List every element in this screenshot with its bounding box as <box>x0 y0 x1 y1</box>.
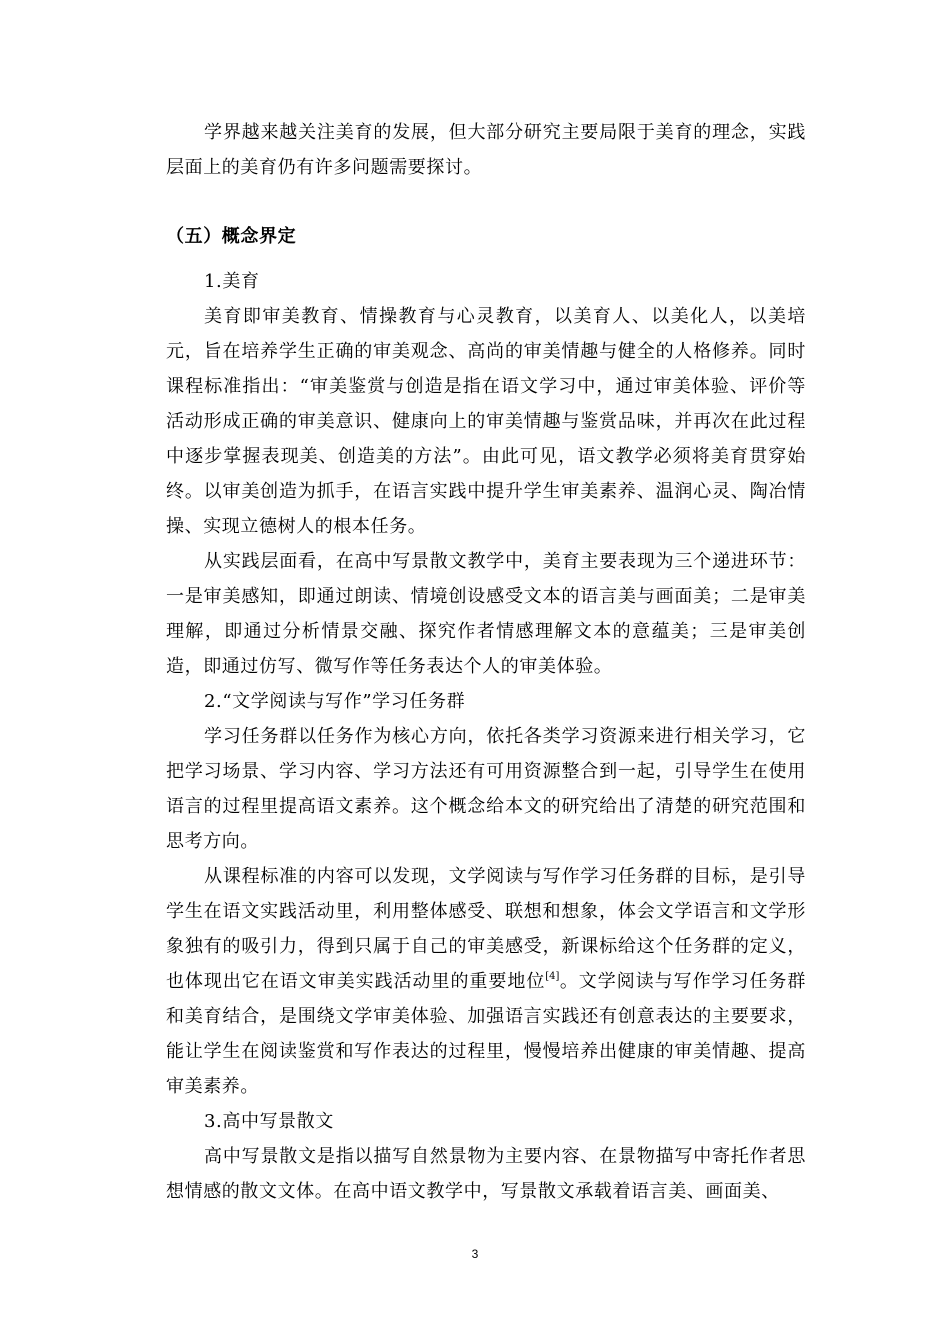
standard-text-part1: 从课程标准的内容可以发现，文学阅读与写作学习任务群的目标，是引导学生在语文实践活动里，利用整体感受、联想和想象，体会文学语言和文学形象独有的吸引力，得到只属于自己的审美感受，新课标给这个任务群的定义，也体现出它在语文审美实践活动里的重要地位 <box>166 866 806 992</box>
subsection-title-aesthetic-education: 1.美育 <box>204 271 260 292</box>
paragraph-aesthetic-practice: 从实践层面看，在高中写景散文教学中，美育主要表现为三个递进环节：一是审美感知，即通过朗读、情境创设感受文本的语言美与画面美；二是审美理解，即通过分析情景交融、探究作者情感理解文本的意蕴美；三是审美创造，即通过仿写、微写作等任务表达个人的审美体验。 <box>166 551 806 677</box>
section-heading: （五）概念界定 <box>166 226 297 247</box>
intro-paragraph: 学界越来越关注美育的发展，但大部分研究主要局限于美育的理念，实践层面上的美育仍有许多问题需要探讨。 <box>166 122 806 178</box>
citation-reference: [4] <box>545 971 560 982</box>
standard-text-part2: 。文学阅读与写作学习任务群和美育结合，是围绕文学审美体验、加强语言实践还有创意表达的主要要求，能让学生在阅读鉴赏和写作表达的过程里，慢慢培养出健康的审美情趣、提高审美素养。 <box>166 971 806 1097</box>
body-text <box>166 115 806 1209</box>
subsection-title-landscape-prose: 3.高中写景散文 <box>204 1111 334 1132</box>
subsection-title-task-group: 2.“文学阅读与写作”学习任务群 <box>204 691 466 712</box>
paragraph-aesthetic-definition: 美育即审美教育、情操教育与心灵教育，以美育人、以美化人，以美培元，旨在培养学生正确的审美观念、高尚的审美情趣与健全的人格修养。同时课程标准指出：“审美鉴赏与创造是指在语文学习中，通过审美体验、评价等活动形成正确的审美意识、健康向上的审美情趣与鉴赏品味，并再次在此过程中逐步掌握表现美、创造美的方法”。由此可见，语文教学必须将美育贯穿始终。以审美创造为抓手，在语言实践中提升学生审美素养、温润心灵、陶冶情操、实现立德树人的根本任务。 <box>166 306 806 537</box>
paragraph-task-group-standard <box>166 859 806 1104</box>
paragraph-task-group-definition: 学习任务群以任务作为核心方向，依托各类学习资源来进行相关学习，它把学习场景、学习内容、学习方法还有可用资源整合到一起，引导学生在使用语言的过程里提高语文素养。这个概念给本文的研究给出了清楚的研究范围和思考方向。 <box>166 726 806 852</box>
page-number: 3 <box>471 1247 479 1261</box>
paragraph-landscape-prose: 高中写景散文是指以描写自然景物为主要内容、在景物描写中寄托作者思想情感的散文文体。在高中语文教学中，写景散文承载着语言美、画面美、 <box>166 1146 806 1202</box>
